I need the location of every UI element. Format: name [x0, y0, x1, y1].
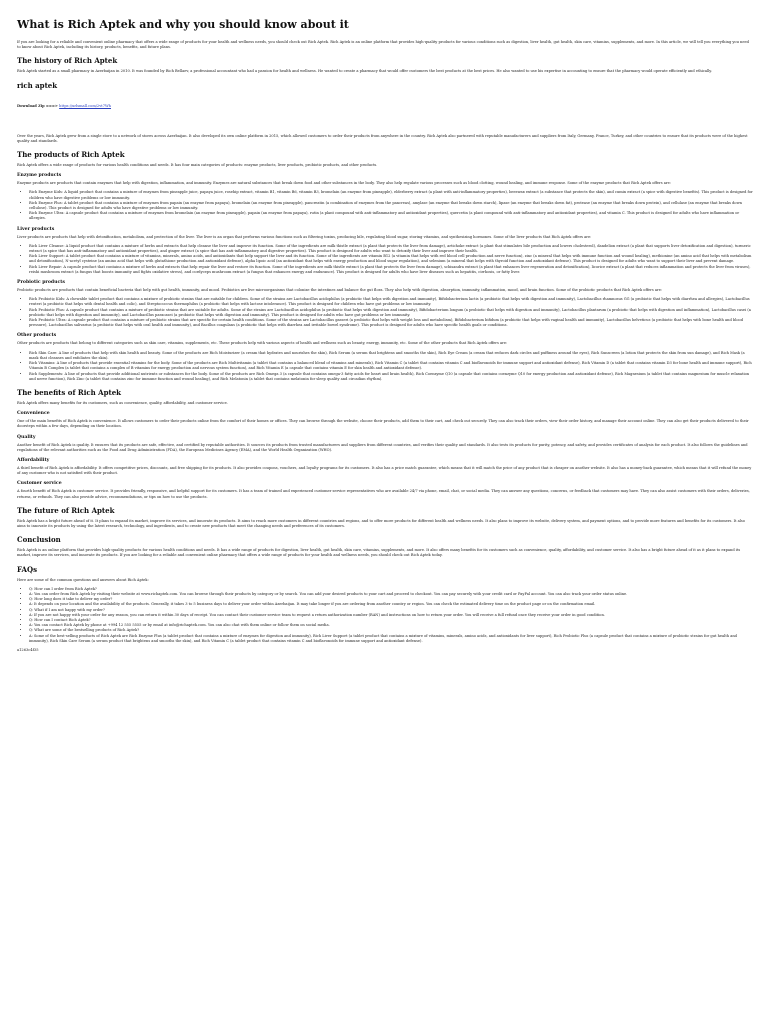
probiotic-intro: Probiotic products are products that contain beneficial bacteria that help with gut health, immunity, and mood. Probiotics are live microorganisms that colonize the intestines and balance the gut flora. They also help with digestion, absorption, immunity, inflammation, mood, and brain function. Some of the probiotic products that Rich Aptek offers are: [17, 288, 663, 293]
conclusion-paragraph: Rich Aptek is an online platform that provides high-quality products for various health conditions and needs. It has a wide range of products for digestion, liver health, gut health, skin care, vitamins, supplements, and more. It also offers many benefits for its customers such as convenience, quality, affordability, and customer service. It also has a bright future ahead of it as it plans to expand its market, improve its services, and innovate its products. If you are looking for a reliable and convenient online pharmacy that offers a wide range of products for your health and wellness needs, you should check out Rich Aptek today. [17, 548, 741, 558]
conclusion-heading: Conclusion [17, 535, 61, 545]
faq-item: • A: You can order from Rich Aptek by visiting their website at www.richaptek.com. You can browse through their products by category or by search. You can add your desired products to your cart and proceed to checkout. You can pay securely with your credit card or PayPal account. You can also track your order status online. [29, 592, 753, 597]
other-intro: Other products are products that belong to different categories such as skin care, vitamins, supplements, etc. These products help with various aspects of health and wellness such as beauty, energy, immunity, etc. Some of the other products that Rich Aptek offers are: [17, 341, 508, 346]
download-link[interactable]: https://urlsmall.com/2vt7Wh [59, 103, 111, 108]
faq-item: • A: Some of the best-selling products of Rich Aptek are Rich Enzyme Plus (a tablet product that contains a mixture of enzymes for digestion and immunity), Rich Liver Support (a tablet product that contains a mixture of vitamins, minerals, amino acids, and antioxidants for liver support), Rich Probiotic Plus (a capsule product that contains a mixture of probiotic strains for gut health and immunity), Rich Skin Care Serum (a serum product that brightens and smooths the skin), and Rich Vitamin C (a tablet product that contains vitamin C and bioflavonoids for immune support and antioxidant defense). [29, 634, 753, 644]
faq-item: • A: You can contact Rich Aptek by phone at +994 12 555 5555 or by email at info@richaptek.com. You can also chat with them online or follow them on social media. [29, 623, 753, 628]
list-item: • Rich Enzyme Ultra: A capsule product that contains a mixture of enzymes from bromelain (an enzyme from pineapple), papain (an enzyme from papaya), rutin (a plant compound with anti-inflammatory and antioxidant properties), quercetin (a plant compound with anti-inflammatory and antioxidant properties), and vitamin C. This product is designed for adults who have inflammation or allergies. [29, 211, 753, 221]
list-item: • Rich Probiotic Plus: A capsule product that contains a mixture of probiotic strains that are suitable for adults. Some of the strains are Lactobacillus acidophilus (a probiotic that helps with digestion and immunity), Bifidobacterium longum (a probiotic that helps with digestion and immunity), Lactobacillus plantarum (a probiotic that helps with digestion and inflammation), Lactobacillus casei (a probiotic that helps with digestion and immunity), and Lactobacillus paracasei (a probiotic that helps with digestion and immunity). This product is designed for adults who have gut problems or low immunity. [29, 308, 753, 318]
faq-item: • A: It depends on your location and the availability of the products. Generally, it takes 3 to 5 business days to deliver your order within Azerbaijan. It may take longer if you are ordering from another country or region. You can check the estimated delivery time on the product page or on the confirmation email. [29, 602, 753, 607]
customer-service-heading: Customer service [17, 481, 62, 487]
other-heading: Other products [17, 333, 57, 339]
list-item: • Rich Liver Support: A tablet product that contains a mixture of vitamins, minerals, amino acids, and antioxidants that help support the liver and its function. Some of the ingredients are vitamin B12 (a vitamin that helps with red blood cell production and nerve function), zinc (a mineral that helps with immune function and wound healing), methionine (an amino acid that helps with metabolism and detoxification), N-acetyl cysteine (an amino acid that helps with glutathione production and antioxidant defense), alpha lipoic acid (an antioxidant that helps with energy production and blood sugar regulation), and selenium (a mineral that helps with thyroid function and antioxidant defense). This product is designed for adults who want to support their liver and prevent damage. [29, 254, 753, 264]
enzyme-heading: Enzyme products [17, 173, 62, 179]
list-item: • Rich Probiotic Kids: A chewable tablet product that contains a mixture of probiotic strains that are suitable for children. Some of the strains are Lactobacillus acidophilus (a probiotic that helps with digestion and immunity), Bifidobacterium lactis (a probiotic that helps with digestion and immunity), Lactobacillus rhamnosus GG (a probiotic that helps with diarrhea and allergies), Lactobacillus reuteri (a probiotic that helps with dental health and colic), and Streptococcus thermophilus (a probiotic that helps with lactose intolerance). This product is designed for children who have gut problems or low immunity. [29, 297, 753, 307]
future-heading: The future of Rich Aptek [17, 505, 115, 515]
liver-heading: Liver products [17, 226, 55, 232]
page-title: What is Rich Aptek and why you should know about it [17, 18, 349, 31]
faq-item: • Q: What are some of the bestselling products of Rich Aptek? [29, 628, 753, 633]
products-intro: Rich Aptek offers a wide range of products for various health conditions and needs. It has four main categories of products: enzyme products, liver products, probiotic products, and other products. [17, 163, 378, 168]
intro-paragraph: If you are looking for a reliable and convenient online pharmacy that offers a wide range of products for your health and wellness needs, you should check out Rich Aptek. Rich Aptek is an online platform that provides high-quality products for various conditions such as digestion, liver health, gut health, skin care, vitamins, supplements, and more. In this article, we will tell you everything you need to know about Rich Aptek, including its history, products, benefits, and future plans. [17, 40, 749, 50]
probiotic-list [17, 297, 753, 328]
convenience-paragraph: One of the main benefits of Rich Aptek is convenience. It allows customers to order their products online from the comfort of their homes or offices. They can browse through the website, choose their products, add them to their cart, and check out securely. They can also track their orders, view their order history, and manage their account online. They can also get their products delivered to their doorsteps within a few days, depending on their location. [17, 419, 749, 429]
download-label: Download Zip ===> [17, 103, 58, 108]
history-paragraph: Rich Aptek started as a small pharmacy in Azerbaijan in 2010. It was founded by Rich Bellaev, a professional accountant who had a passion for health and wellness. He wanted to create a pharmacy that would offer customers the best products at the best prices. He also wanted to use his expertise in accounting to ensure that the pharmacy would operate efficiently and ethically. [17, 69, 712, 74]
other-list [17, 351, 753, 382]
list-item: • Rich Enzyme Plus: A tablet product that contains a mixture of enzymes from papain (an enzyme from papaya), bromelain (an enzyme from pineapple), pancreatin (a combination of enzymes from the pancreas), amylase (an enzyme that breaks down starch), lipase (an enzyme that breaks down fat), protease (an enzyme that breaks down protein), and cellulase (an enzyme that breaks down cellulose). This product is designed for adults who have digestive problems or low immunity. [29, 201, 753, 211]
list-item: • Rich Skin Care: A line of products that help with skin health and beauty. Some of the products are Rich Moisturizer (a cream that hydrates and nourishes the skin), Rich Serum (a serum that brightens and smooths the skin), Rich Eye Cream (a cream that reduces dark circles and puffiness around the eyes), Rich Sunscreen (a lotion that protects the skin from sun damage), and Rich Mask (a mask that cleanses and exfoliates the skin). [29, 351, 753, 361]
customer-service-paragraph: A fourth benefit of Rich Aptek is customer service. It provides friendly, responsive, and helpful support for its customers. It has a team of trained and experienced customer service representatives who are available 24/7 via phone, email, chat, or social media. They can answer any questions, concerns, or feedback that customers may have. They can also assist customers with their orders, deliveries, returns, or refunds. They can also provide advice, recommendations, or tips on how to use the products. [17, 489, 750, 499]
enzyme-intro: Enzyme products are products that contain enzymes that help with digestion, inflammation, and immunity. Enzymes are natural substances that break down food and other substances in the body. They also help regulate various processes such as blood clotting, wound healing, and immune response. Some of the enzyme products that Rich Aptek offers are: [17, 181, 671, 186]
faqs-intro: Here are some of the common questions and answers about Rich Aptek: [17, 577, 149, 582]
history-paragraph-2: Over the years, Rich Aptek grew from a single store to a network of stores across Azerbaijan. It also developed its own online platform in 2015, which allowed customers to order their products from anywhere in the country. Rich Aptek also partnered with reputable manufacturers and suppliers from Italy, Germany, France, Turkey, and other countries to ensure that its products were of the highest quality and standards. [17, 133, 748, 143]
list-item: • Rich Vitamins: A line of products that provide essential vitamins for the body. Some of the products are Rich Multivitamin (a tablet that contains a balanced blend of vitamins and minerals), Rich Vitamin C (a tablet that contains vitamin C and bioflavonoids for immune support and antioxidant defense), Rich Vitamin D (a tablet that contains vitamin D3 for bone health and immune support), Rich Vitamin B Complex (a tablet that contains a complex of B vitamins for energy production and nervous system function), and Rich Vitamin E (a capsule that contains vitamin E for skin health and antioxidant defense). [29, 361, 753, 371]
liver-intro: Liver products are products that help with detoxification, metabolism, and protection of the liver. The liver is an organ that performs various functions such as filtering toxins, producing bile, regulating blood sugar, storing vitamins, and synthesizing hormones. Some of the liver products that Rich Aptek offers are: [17, 234, 592, 239]
list-item: • Rich Enzyme Kids: A liquid product that contains a mixture of enzymes from pineapple juice, papaya juice, rosehip extract, vitamin B1, vitamin B6, vitamin B3, bromelain (an enzyme from pineapple), elderberry extract (a plant with anti-inflammatory properties), beeswax extract (a substance that protects the skin), and cumin extract (a spice with digestive benefits). This product is designed for children who have digestive problems or low immunity. [29, 190, 753, 200]
quality-paragraph: Another benefit of Rich Aptek is quality. It ensures that its products are safe, effective, and certified by reputable authorities. It sources its products from trusted manufacturers and suppliers from different countries, and verifies their quality and standards. It also tests its products for purity, potency, and safety, and provides certificates of analysis for each product. It also follows the guidelines and regulations of the relevant authorities such as the Food and Drug Administration (FDA), the European Medicines Agency (EMA), and the World Health Organization (WHO). [17, 442, 748, 452]
history-heading: The history of Rich Aptek [17, 56, 118, 66]
products-heading: The products of Rich Aptek [17, 150, 125, 160]
list-item: • Rich Liver Cleanse: A liquid product that contains a mixture of herbs and extracts that help cleanse the liver and improve its function. Some of the ingredients are milk thistle extract (a plant that protects the liver from damage), artichoke extract (a plant that stimulates bile production and lowers cholesterol), dandelion extract (a plant that supports liver detoxification and digestion), turmeric extract (a spice that has anti-inflammatory and antioxidant properties), and ginger extract (a spice that has anti-inflammatory and digestive properties). This product is designed for adults who want to detoxify their liver and improve their health. [29, 244, 753, 254]
faq-item: • Q: How long does it take to deliver my order? [29, 597, 753, 602]
future-paragraph: Rich Aptek has a bright future ahead of it. It plans to expand its market, improve its services, and innovate its products. It aims to reach more customers in different countries and regions, and to offer more products for different health and wellness needs. It also plans to improve its website, delivery system, and payment options, and to provide more features and benefits for its customers. It also aims to innovate its products by using the latest research, technology, and ingredients, and to create new products that meet the changing needs and preferences of its customers. [17, 518, 745, 528]
signature-code: a1263c4f35 [17, 647, 39, 652]
benefits-intro: Rich Aptek offers many benefits for its customers, such as convenience, quality, affordability, and customer service. [17, 400, 228, 405]
list-item: • Rich Probiotic Ultra: A capsule product that contains a mixture of probiotic strains that are specific for certain health conditions. Some of the strains are Lactobacillus gasseri (a probiotic that helps with weight loss and metabolism), Bifidobacterium bifidum (a probiotic that helps with vaginal health and immunity), Lactobacillus helveticus (a probiotic that helps with bone health and blood pressure), Lactobacillus salivarius (a probiotic that helps with oral health and immunity), and Bacillus coagulans (a probiotic that helps with diarrhea and irritable bowel syndrome). This product is designed for adults who have specific health goals or conditions. [29, 318, 753, 328]
faq-item: • Q: What if I am not happy with my order? [29, 608, 753, 613]
faq-item: • A: If you are not happy with your order for any reason, you can return it within 30 days of receipt. You can contact their customer service team to request a return authorization number (RAN) and instructions on how to return your order. You will receive a full refund once they receive your order in good condition. [29, 613, 753, 618]
download-line [17, 104, 753, 108]
benefits-heading: The benefits of Rich Aptek [17, 387, 122, 397]
list-item: • Rich Supplements: A line of products that provide additional nutrients or substances for the body. Some of the products are Rich Omega 3 (a capsule that contains omega-3 fatty acids for heart and brain health), Rich Coenzyme Q10 (a capsule that contains coenzyme Q10 for energy production and antioxidant defense), Rich Magnesium (a tablet that contains magnesium for muscle relaxation and nerve function), Rich Zinc (a tablet that contains zinc for immune function and wound healing), and Rich Melatonin (a tablet that contains melatonin for sleep quality and circadian rhythm). [29, 372, 753, 382]
list-item: • Rich Liver Repair: A capsule product that contains a mixture of herbs and extracts that help repair the liver and restore its function. Some of the ingredients are milk thistle extract (a plant that protects the liver from damage), schisandra extract (a plant that enhances liver regeneration and detoxification), licorice extract (a plant that reduces inflammation and protects the liver from viruses), reishi mushroom extract (a fungus that boosts immunity and fights oxidative stress), and cordyceps mushroom extract (a fungus that enhances energy and endurance). This product is designed for adults who have liver diseases such as hepatitis, cirrhosis, or fatty liver. [29, 265, 753, 275]
affordability-heading: Affordability [17, 457, 50, 463]
affordability-paragraph: A third benefit of Rich Aptek is affordability. It offers competitive prices, discounts, and free shipping for its products. It also provides coupons, vouchers, and loyalty programs for its customers. It also has a price match guarantee, which means that it will match the price of any product that is cheaper on another website. It also has a money-back guarantee, which means that it will refund the money of any customer who is not satisfied with their product. [17, 465, 752, 476]
keyword-heading: rich aptek [17, 80, 58, 90]
quality-heading: Quality [17, 434, 36, 440]
faq-item: • Q: How can I contact Rich Aptek? [29, 618, 753, 623]
faq-item: • Q: How can I order from Rich Aptek? [29, 587, 753, 592]
faqs-heading: FAQs [17, 564, 38, 574]
enzyme-list [17, 190, 753, 221]
probiotic-heading: Probiotic products [17, 280, 65, 286]
liver-list [17, 244, 753, 275]
faq-list [17, 587, 753, 644]
convenience-heading: Convenience [17, 411, 50, 417]
